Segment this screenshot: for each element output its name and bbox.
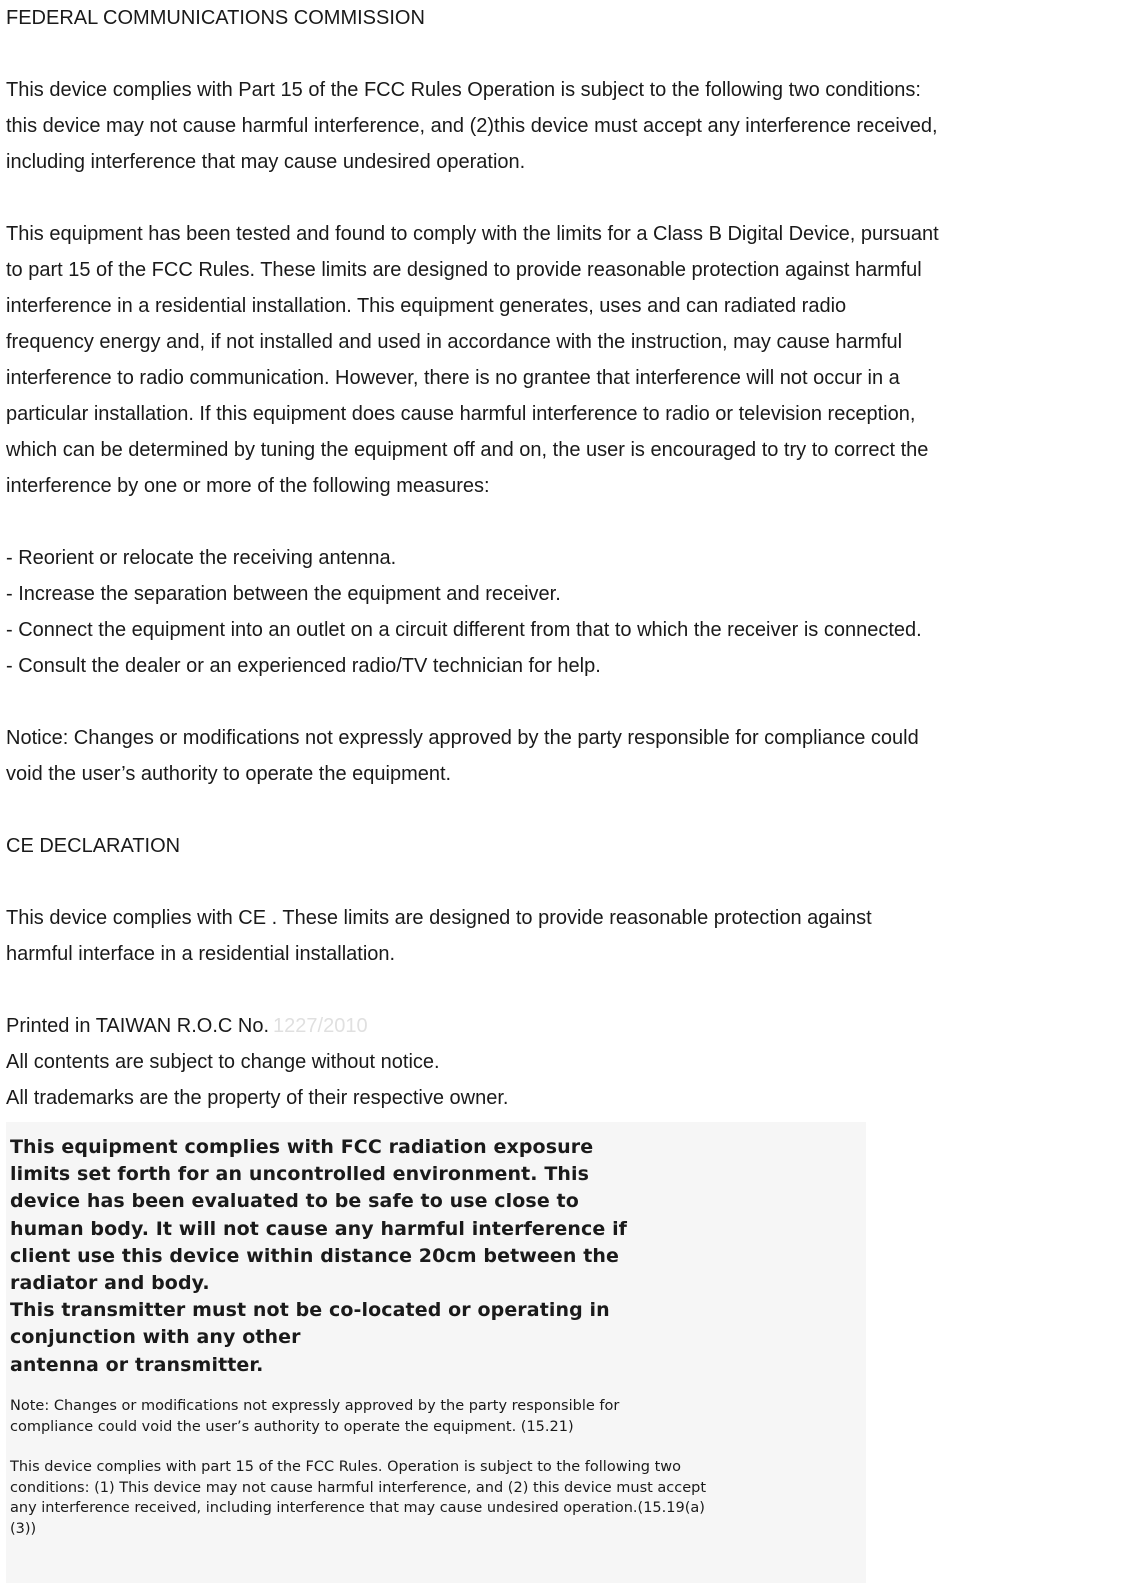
part15-line: (3)) xyxy=(10,1520,37,1537)
text-line: interference in a residential installation. This equipment generates, uses and can radiated radio xyxy=(6,295,847,317)
text-line: particular installation. If this equipment does cause harmful interference to radio or television reception, xyxy=(6,403,916,425)
text-line: harmful interface in a residential installation. xyxy=(6,943,396,965)
fcc-measures-list xyxy=(6,540,1116,684)
text-line: device has been evaluated to be safe to use close to xyxy=(10,1190,579,1213)
part15-line: any interference received, including interference that may cause undesired operation.(15.19(a) xyxy=(10,1500,705,1516)
text-line: radiator and body. xyxy=(10,1272,210,1295)
part15-line: This device complies with part 15 of the FCC Rules. Operation is subject to the following two xyxy=(10,1459,682,1475)
text-line: to part 15 of the FCC Rules. These limits are designed to provide reasonable protection against harmful xyxy=(6,259,922,281)
printed-line xyxy=(6,1008,1116,1044)
text-line: limits set forth for an uncontrolled environment. This xyxy=(10,1163,590,1186)
text-line: client use this device within distance 20cm between the xyxy=(10,1244,620,1267)
serial-number: 1227/2010 xyxy=(273,1015,368,1037)
note-line: compliance could void the user’s authority to operate the equipment. (15.21) xyxy=(10,1418,574,1435)
printed-label: Printed in TAIWAN R.O.C No. xyxy=(6,1015,270,1037)
text-line: which can be determined by tuning the equipment off and on, the user is encouraged to try to correct the xyxy=(6,439,929,461)
text-line: This transmitter must not be co-located or operating in xyxy=(10,1299,610,1322)
contents-notice: All contents are subject to change without notice. xyxy=(6,1051,440,1073)
list-item: - Increase the separation between the equipment and receiver. xyxy=(6,583,561,605)
text-line: frequency energy and, if not installed and used in accordance with the instruction, may cause harmful xyxy=(6,331,903,353)
text-line: This equipment complies with FCC radiation exposure xyxy=(10,1136,594,1158)
ce-heading: CE DECLARATION xyxy=(6,835,181,857)
note-line: Note: Changes or modifications not expressly approved by the party responsible for xyxy=(10,1398,620,1414)
text-line: interference by one or more of the following measures: xyxy=(6,475,490,497)
ce-paragraph xyxy=(6,900,1116,972)
rf-exposure-notes xyxy=(10,1396,860,1539)
text-line: this device may not cause harmful interference, and (2)this device must accept any interference received, xyxy=(6,115,938,137)
text-line: void the user’s authority to operate the equipment. xyxy=(6,763,452,785)
fcc-paragraph-class-b xyxy=(6,216,1116,504)
text-line: including interference that may cause undesired operation. xyxy=(6,151,526,173)
fcc-paragraph-conditions xyxy=(6,72,1116,180)
text-line: This equipment has been tested and found to comply with the limits for a Class B Digital Device, pursuant xyxy=(6,223,939,245)
list-item: - Reorient or relocate the receiving antenna. xyxy=(6,547,397,569)
rf-exposure-statement xyxy=(6,1122,866,1583)
fcc-heading: FEDERAL COMMUNICATIONS COMMISSION xyxy=(6,7,425,29)
document-body xyxy=(6,0,1116,1116)
trademarks-notice: All trademarks are the property of their respective owner. xyxy=(6,1087,509,1109)
text-line: Notice: Changes or modifications not expressly approved by the party responsible for compliance could xyxy=(6,727,919,749)
text-line: human body. It will not cause any harmful interference if xyxy=(10,1217,628,1240)
part15-line: conditions: (1) This device may not cause harmful interference, and (2) this device must accept xyxy=(10,1479,707,1496)
text-line: interference to radio communication. However, there is no grantee that interference will not occur in a xyxy=(6,367,900,389)
text-line: This device complies with CE . These limits are designed to provide reasonable protection against xyxy=(6,907,872,929)
list-item: - Consult the dealer or an experienced radio/TV technician for help. xyxy=(6,655,601,677)
text-line: This device complies with Part 15 of the FCC Rules Operation is subject to the following two conditions: xyxy=(6,79,921,101)
list-item: - Connect the equipment into an outlet on a circuit different from that to which the receiver is connected. xyxy=(6,619,922,641)
fcc-notice xyxy=(6,720,1116,792)
text-line: conjunction with any other xyxy=(10,1326,301,1349)
rf-exposure-bold-text xyxy=(10,1134,670,1379)
footer-info xyxy=(6,1008,1116,1116)
text-line: antenna or transmitter. xyxy=(10,1353,264,1376)
